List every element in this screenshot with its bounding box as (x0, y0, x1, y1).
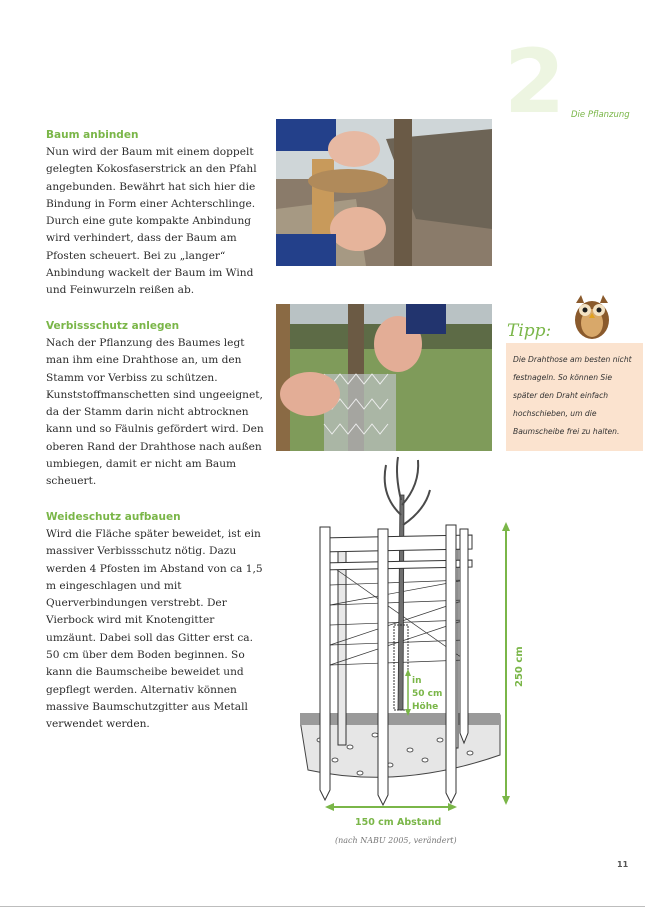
tip-box (506, 343, 643, 451)
inner-height-label-3: Höhe (412, 702, 439, 712)
width-label: 150 cm Abstand (355, 817, 442, 828)
section-heading: Weideschutz aufbauen (46, 511, 181, 523)
diagram-caption: (nach NABU 2005, verändert) (335, 836, 457, 845)
inner-height-label-2: 50 cm (412, 689, 443, 699)
inner-height-label-1: in (412, 676, 422, 686)
section-heading: Baum anbinden (46, 129, 139, 141)
photo-wire-guard (276, 304, 492, 451)
section-verbissschutz (46, 319, 264, 491)
section-text: Wird die Fläche später beweidet, ist ein massiver Verbissschutz nötig. Dazu werden 4 Pfosten im Abstand von ca 1,5 m eingeschlagen und mit Querverbindungen verstrebt. Der Vierbock wird mit Knotengitter umzäunt. Dabei soll das Gitter erst ca. 50 cm über dem Boden beginnen. So kann die Baumscheibe beweidet und gepflegt werden. Alternativ können massive Baumschutzgitter aus Metall verwendet werden. (46, 528, 263, 731)
section-text: Nun wird der Baum mit einem doppelt gelegten Kokosfaserstrick an den Pfahl angebunden. Bewährt hat sich hier die Bindung in Form einer Achterschlinge. Durch eine gute kompakte Anbindung wird verhindert, dass der Baum am Pfosten scheuert. Bei zu „langer“ Anbindung wackelt der Baum im Wind und Feinwurzeln reißen ab. (46, 146, 257, 297)
tip-text: Die Drahthose am besten nicht festnageln. So können Sie später den Draht einfach hochschieben, um die Baumscheibe frei zu halten. (513, 355, 632, 436)
page-number: 11 (617, 860, 629, 869)
footer-divider (0, 906, 645, 907)
chapter-number: 2 (504, 30, 566, 133)
chapter-title: Die Pflanzung (571, 110, 630, 120)
photo-tree-tying (276, 119, 492, 266)
section-baum-anbinden (46, 128, 264, 300)
height-label: 250 cm (514, 646, 525, 687)
section-text: Nach der Pflanzung des Baumes legt man ihm eine Drahthose an, um den Stamm vor Verbiss zu schützen. Kunststoffmanschetten sind ungeeignet, da der Stamm darin nicht abtrocknen kann und so Fäulnis gefördert wird. Den oberen Rand der Drahthose nach außen umbiegen, damit er nicht am Baum scheuert. (46, 337, 264, 488)
weideschutz-diagram (300, 455, 530, 835)
owl-icon (570, 292, 614, 344)
tip-label: Tipp: (507, 321, 552, 341)
section-weideschutz (46, 510, 264, 734)
section-heading: Verbissschutz anlegen (46, 320, 180, 332)
